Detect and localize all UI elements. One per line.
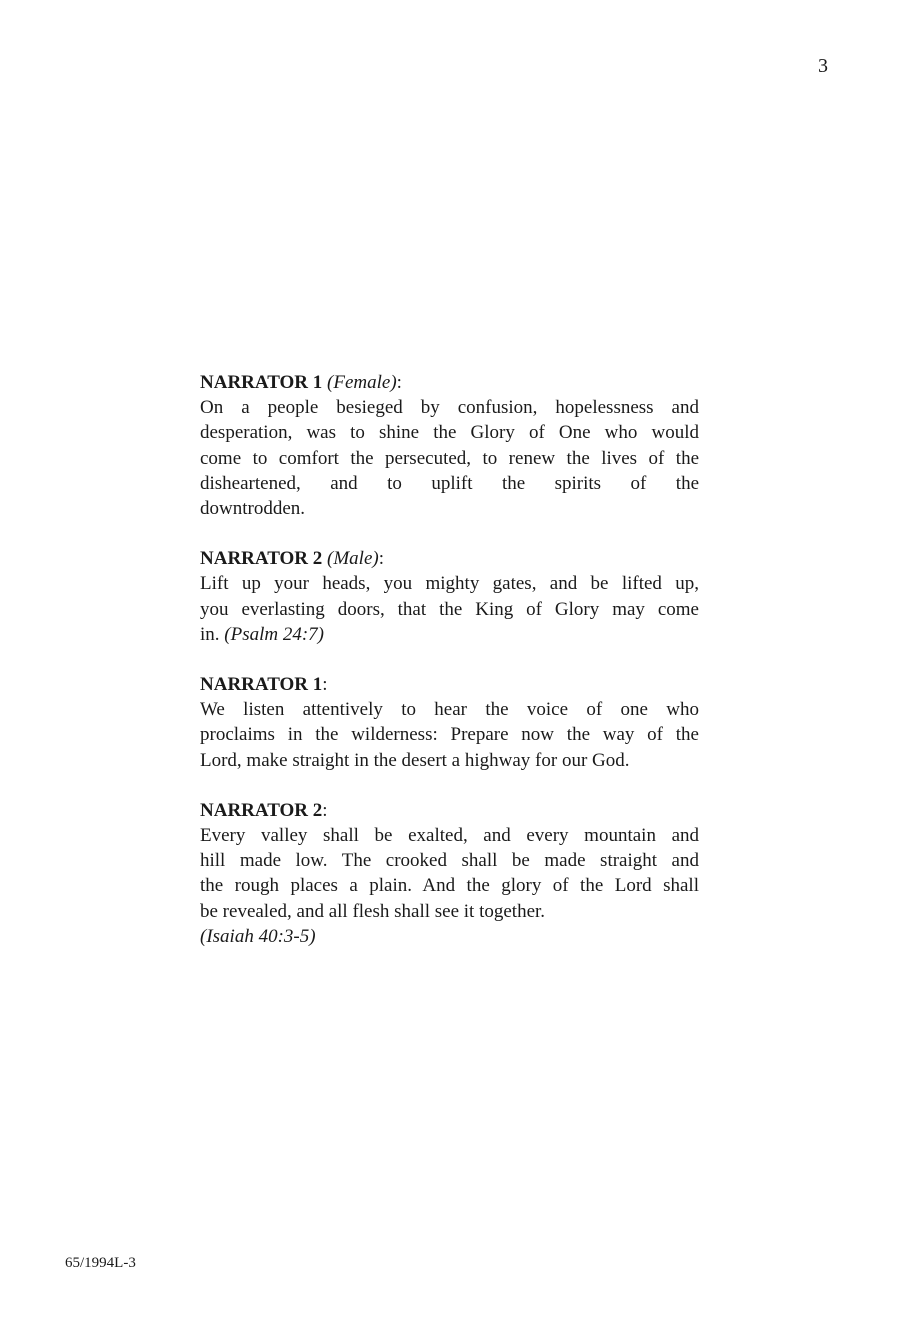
- narrator-2-male-section: [200, 546, 699, 647]
- speaker-heading: [200, 672, 699, 697]
- narration-text: [200, 823, 699, 949]
- text-line: come to comfort the persecuted, to renew the lives of the: [200, 447, 699, 469]
- text-line-last: Lord, make straight in the desert a highway for our God.: [200, 749, 630, 771]
- narrator-1-female-section: [200, 370, 699, 521]
- narrator-2-section: [200, 798, 699, 949]
- text-line: proclaims in the wilderness: Prepare now the way of the: [200, 724, 699, 746]
- speaker-colon: :: [378, 548, 385, 570]
- text-line-last: be revealed, and all flesh shall see it together.: [200, 900, 546, 922]
- speaker-colon: :: [396, 372, 402, 393]
- text-line: desperation, was to shine the Glory of One who would: [200, 422, 699, 444]
- text-line: hill made low. The crooked shall be made straight and: [200, 850, 699, 872]
- document-code: 65/1994L-3: [65, 1255, 136, 1271]
- script-content: [200, 370, 699, 974]
- speaker-name: NARRATOR 2: [200, 548, 323, 570]
- speaker-heading: [200, 798, 699, 823]
- speaker-role: (Male): [327, 548, 379, 570]
- speaker-role: (Female): [327, 372, 397, 393]
- speaker-colon: :: [322, 674, 328, 696]
- narration-text: [200, 697, 699, 773]
- text-line-last: in.: [200, 623, 220, 645]
- speaker-name: NARRATOR 1: [200, 674, 323, 696]
- narrator-1-section: [200, 672, 699, 773]
- speaker-heading: [200, 546, 699, 571]
- speaker-heading: [200, 370, 699, 395]
- text-line: Lift up your heads, you mighty gates, and be lifted up,: [200, 573, 699, 595]
- text-line: the rough places a plain. And the glory of the Lord shall: [200, 875, 699, 897]
- speaker-name: NARRATOR 2: [200, 799, 323, 821]
- text-line: disheartened, and to uplift the spirits of the: [200, 472, 699, 494]
- scripture-reference: (Psalm 24:7): [224, 623, 325, 645]
- scripture-reference: (Isaiah 40:3-5): [200, 925, 316, 947]
- speaker-name: NARRATOR 1: [200, 372, 323, 393]
- text-line: We listen attentively to hear the voice of one who: [200, 699, 699, 721]
- text-line: you everlasting doors, that the King of Glory may come: [200, 598, 699, 620]
- page-number: 3: [818, 55, 828, 77]
- narration-text: [200, 571, 699, 647]
- text-line: On a people besieged by confusion, hopelessness and: [200, 397, 699, 419]
- text-line-last: downtrodden.: [200, 498, 306, 520]
- narration-text: [200, 395, 699, 521]
- speaker-colon: :: [322, 799, 328, 821]
- text-line: Every valley shall be exalted, and every mountain and: [200, 825, 699, 847]
